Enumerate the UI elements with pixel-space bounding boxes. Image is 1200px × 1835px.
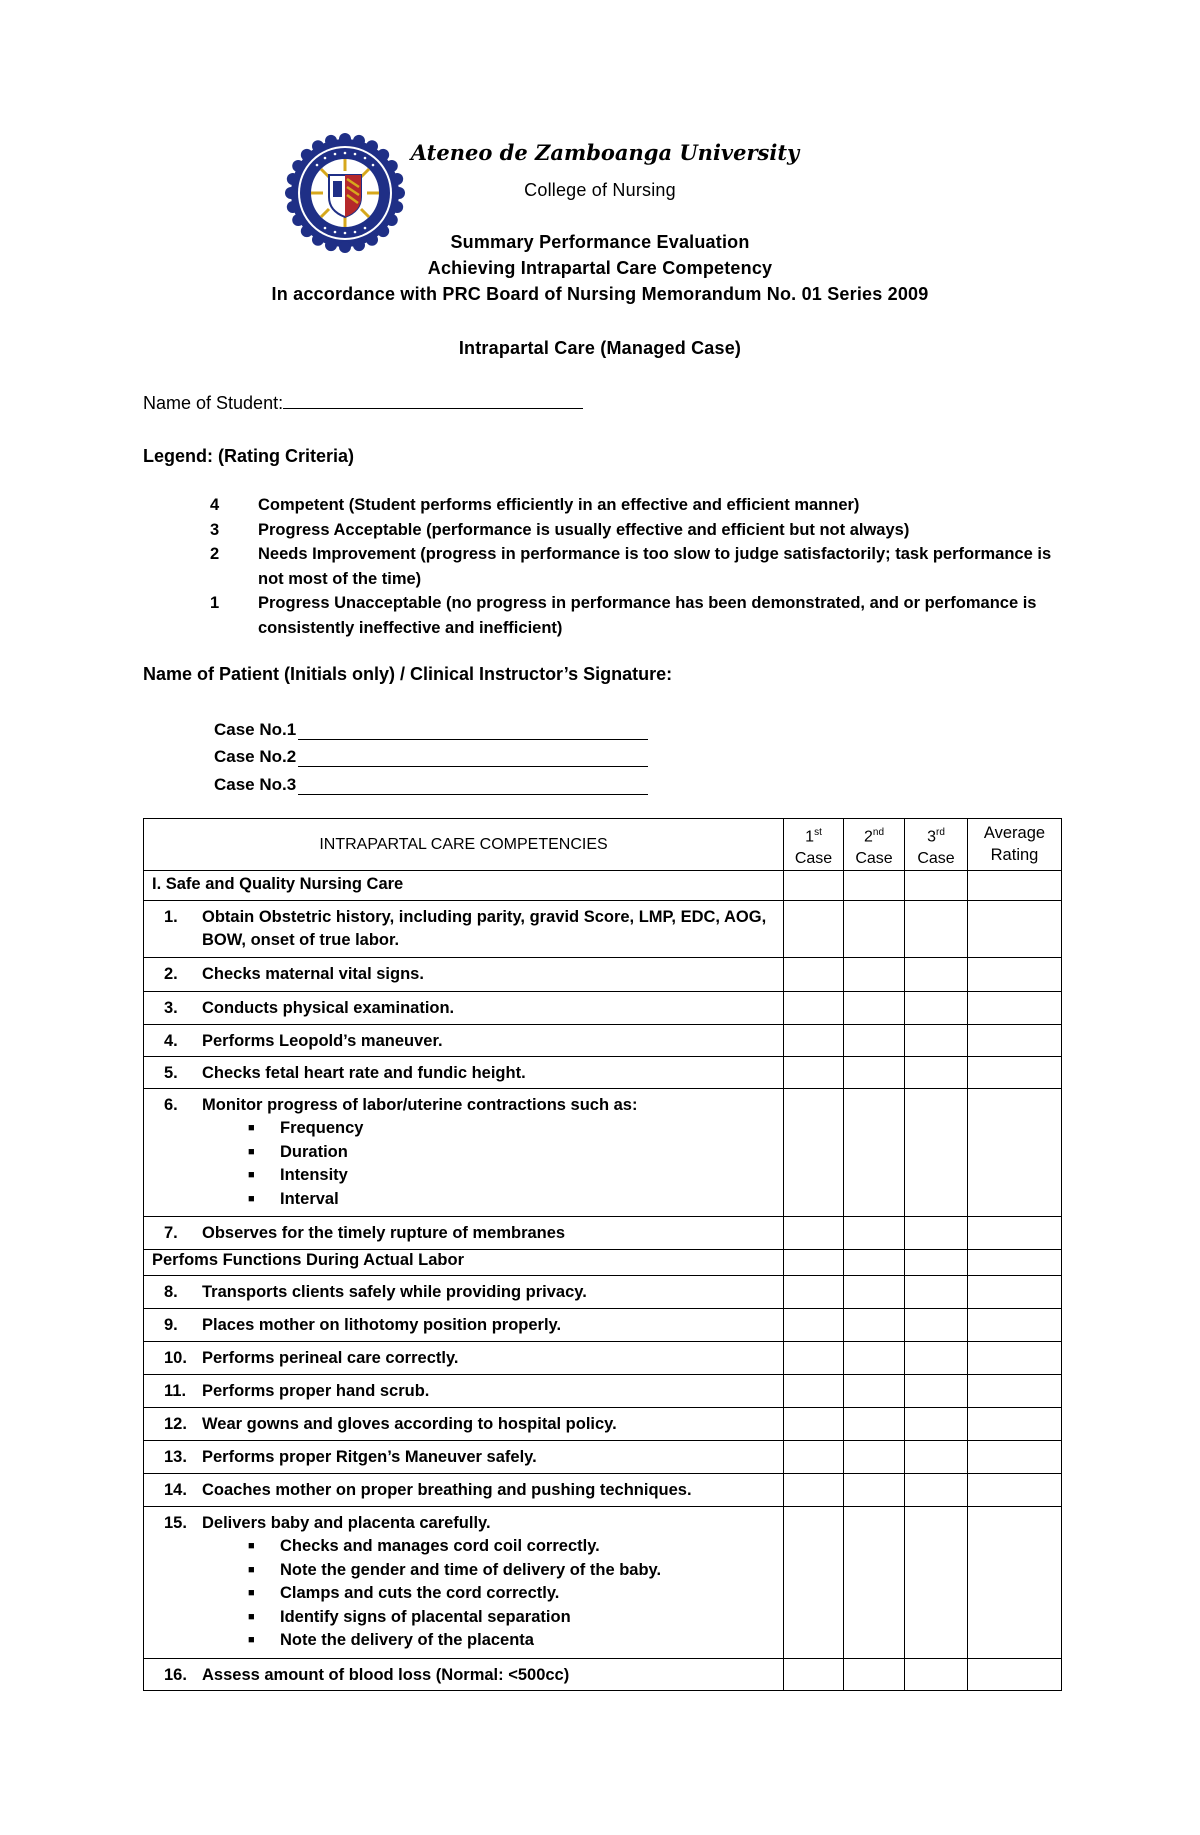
item-number: 16. — [164, 1666, 187, 1685]
list-item: ■ Duration — [248, 1141, 777, 1165]
rating-cell[interactable] — [968, 1309, 1062, 1342]
competency-text: Obtain Obstetric history, including parity, gravid Score, LMP, EDC, AOG, BOW, onset of true labor. — [202, 908, 767, 950]
table-row — [144, 1342, 1062, 1375]
form-subtitle: Intrapartal Care (Managed Case) — [458, 338, 742, 358]
student-name-blank[interactable] — [283, 392, 583, 409]
rating-cell[interactable] — [844, 1375, 905, 1408]
table-row — [144, 1276, 1062, 1309]
table-row — [144, 1089, 1062, 1217]
bullet-icon: ■ — [248, 1145, 255, 1158]
rating-cell[interactable] — [905, 1659, 968, 1691]
rating-cell[interactable] — [784, 958, 844, 992]
rating-cell[interactable] — [905, 1250, 968, 1276]
list-item: ■ Checks and manages cord coil correctly. — [248, 1535, 777, 1559]
rating-cell[interactable] — [844, 1309, 905, 1342]
competency-text: Transports clients safely while providing privacy. — [202, 1283, 587, 1302]
rating-cell[interactable] — [784, 1309, 844, 1342]
rating-cell[interactable] — [844, 1659, 905, 1691]
sub-item-list — [152, 1117, 777, 1211]
table-row — [144, 1375, 1062, 1408]
university-name: Ateneo de Zamboanga University — [410, 140, 800, 165]
competency-text: Monitor progress of labor/uterine contractions such as: — [202, 1096, 638, 1115]
table-row — [144, 1057, 1062, 1089]
rating-cell[interactable] — [844, 1217, 905, 1250]
legend-description: Progress Acceptable (performance is usually effective and efficient but not always) — [258, 520, 910, 539]
legend-rating: 4 — [210, 496, 220, 514]
rating-cell[interactable] — [784, 1375, 844, 1408]
table-row — [144, 1474, 1062, 1507]
rating-cell[interactable] — [905, 1025, 968, 1057]
item-number: 9. — [164, 1316, 178, 1335]
column-header-case-1: 1st Case — [784, 819, 844, 871]
rating-cell[interactable] — [784, 1441, 844, 1474]
competency-text: Checks maternal vital signs. — [202, 965, 424, 984]
column-header-case-2: 2nd Case — [844, 819, 905, 871]
rating-cell[interactable] — [784, 1276, 844, 1309]
rating-cell[interactable] — [844, 1250, 905, 1276]
legend-rating: 3 — [210, 520, 220, 539]
case-row — [214, 712, 648, 740]
case-signature-blank[interactable] — [298, 748, 648, 767]
table-row — [144, 958, 1062, 992]
legend-item — [210, 591, 1060, 640]
list-item: ■ Frequency — [248, 1117, 777, 1141]
bullet-icon: ■ — [248, 1610, 255, 1623]
case-signature-blank[interactable] — [298, 721, 648, 740]
table-header-row — [144, 819, 1062, 871]
rating-cell[interactable] — [968, 871, 1062, 901]
section-title: Perfoms Functions During Actual Labor — [144, 1250, 784, 1276]
table-row — [144, 901, 1062, 958]
item-number: 1. — [164, 908, 178, 927]
rating-cell[interactable] — [844, 1025, 905, 1057]
rating-cell[interactable] — [968, 1025, 1062, 1057]
legend-description: Needs Improvement (progress in performance is too slow to judge satisfactorily; task performance is not most of the time) — [258, 545, 1052, 588]
bullet-icon: ■ — [248, 1563, 255, 1576]
rating-cell[interactable] — [968, 1375, 1062, 1408]
competency-text: Coaches mother on proper breathing and pushing techniques. — [202, 1481, 692, 1500]
competency-text: Performs proper Ritgen’s Maneuver safely. — [202, 1448, 537, 1467]
rating-cell[interactable] — [905, 1089, 968, 1217]
case-label: Case No.1 — [214, 719, 297, 739]
item-number: 3. — [164, 999, 178, 1018]
rating-cell[interactable] — [968, 901, 1062, 958]
competency-text: Assess amount of blood loss (Normal: <500cc) — [202, 1666, 570, 1685]
student-name-field — [143, 392, 583, 414]
competency-text: Conducts physical examination. — [202, 999, 455, 1018]
rating-cell[interactable] — [844, 1089, 905, 1217]
rating-cell[interactable] — [905, 1441, 968, 1474]
rating-cell[interactable] — [905, 992, 968, 1025]
rating-cell[interactable] — [784, 1507, 844, 1659]
student-name-label: Name of Student: — [143, 393, 284, 413]
rating-cell[interactable] — [968, 1276, 1062, 1309]
item-number: 15. — [164, 1514, 187, 1533]
rating-cell[interactable] — [844, 871, 905, 901]
rating-cell[interactable] — [784, 1659, 844, 1691]
section-row — [144, 871, 1062, 901]
case-label: Case No.3 — [214, 774, 297, 794]
rating-cell[interactable] — [784, 1025, 844, 1057]
bullet-icon: ■ — [248, 1634, 255, 1647]
competency-text: Observes for the timely rupture of membranes — [202, 1224, 566, 1243]
rating-legend — [210, 493, 1060, 640]
rating-cell[interactable] — [905, 1309, 968, 1342]
rating-cell[interactable] — [844, 1507, 905, 1659]
rating-cell[interactable] — [968, 1441, 1062, 1474]
rating-cell[interactable] — [784, 992, 844, 1025]
list-item: ■ Note the delivery of the placenta — [248, 1629, 777, 1653]
form-title-line-1: Summary Performance Evaluation — [450, 232, 750, 252]
form-title-line-3: In accordance with PRC Board of Nursing Memorandum No. 01 Series 2009 — [271, 284, 929, 304]
table-row — [144, 1507, 1062, 1659]
rating-cell[interactable] — [905, 871, 968, 901]
rating-cell[interactable] — [905, 1057, 968, 1089]
competency-text: Performs Leopold’s maneuver. — [202, 1032, 443, 1051]
list-item: ■ Note the gender and time of delivery of the baby. — [248, 1559, 777, 1583]
rating-cell[interactable] — [784, 1089, 844, 1217]
legend-item — [210, 518, 1060, 543]
college-name: College of Nursing — [524, 180, 676, 200]
bullet-icon: ■ — [248, 1540, 255, 1553]
rating-cell[interactable] — [905, 1217, 968, 1250]
rating-cell[interactable] — [784, 1217, 844, 1250]
rating-cell[interactable] — [784, 901, 844, 958]
rating-cell[interactable] — [905, 1474, 968, 1507]
rating-cell[interactable] — [968, 1057, 1062, 1089]
legend-description: Progress Unacceptable (no progress in performance has been demonstrated, and or perfomance is consistently ineffective and inefficient) — [258, 594, 1037, 637]
competency-text: Wear gowns and gloves according to hospital policy. — [202, 1415, 617, 1434]
rating-cell[interactable] — [968, 1408, 1062, 1441]
case-label: Case No.2 — [214, 747, 297, 766]
rating-cell[interactable] — [968, 992, 1062, 1025]
item-number: 11. — [164, 1382, 187, 1401]
rating-cell[interactable] — [844, 958, 905, 992]
item-number: 10. — [164, 1349, 187, 1368]
table-row — [144, 1309, 1062, 1342]
rating-cell[interactable] — [905, 1276, 968, 1309]
column-header-average-rating: Average Rating — [968, 819, 1062, 871]
legend-rating: 1 — [210, 594, 220, 612]
section-title: I. Safe and Quality Nursing Care — [144, 871, 784, 901]
table-row — [144, 992, 1062, 1025]
competency-text: Performs proper hand scrub. — [202, 1382, 430, 1401]
competency-text: Delivers baby and placenta carefully. — [202, 1514, 491, 1533]
competencies-table — [143, 818, 1062, 1691]
legend-rating: 2 — [210, 545, 220, 563]
rating-cell[interactable] — [968, 1342, 1062, 1375]
list-item: ■ Intensity — [248, 1164, 777, 1188]
competency-text: Checks fetal heart rate and fundic height. — [202, 1064, 526, 1083]
item-number: 5. — [164, 1064, 178, 1083]
rating-cell[interactable] — [968, 1250, 1062, 1276]
rating-cell[interactable] — [844, 1474, 905, 1507]
rating-cell[interactable] — [905, 1375, 968, 1408]
list-item: ■ Interval — [248, 1188, 777, 1212]
rating-cell[interactable] — [905, 1507, 968, 1659]
table-row — [144, 1659, 1062, 1691]
item-number: 14. — [164, 1481, 187, 1500]
sub-item-list — [152, 1535, 777, 1653]
form-title-line-2: Achieving Intrapartal Care Competency — [427, 258, 773, 278]
legend-description: Competent (Student performs efficiently in an effective and efficient manner) — [258, 496, 860, 514]
bullet-icon: ■ — [248, 1587, 255, 1600]
list-item: ■ Clamps and cuts the cord correctly. — [248, 1582, 777, 1606]
rating-cell[interactable] — [784, 1342, 844, 1375]
rating-cell[interactable] — [844, 992, 905, 1025]
bullet-icon: ■ — [248, 1192, 255, 1205]
column-header-case-3: 3rd Case — [905, 819, 968, 871]
legend-item — [210, 542, 1060, 591]
legend-item — [210, 493, 1060, 518]
item-number: 13. — [164, 1448, 187, 1467]
item-number: 6. — [164, 1096, 178, 1115]
case-signature-list — [214, 712, 648, 795]
legend-title: Legend: (Rating Criteria) — [143, 446, 355, 466]
table-row — [144, 1217, 1062, 1250]
bullet-icon: ■ — [248, 1169, 255, 1182]
case-row — [214, 767, 648, 795]
rating-cell[interactable] — [968, 1217, 1062, 1250]
rating-cell[interactable] — [968, 1089, 1062, 1217]
rating-cell[interactable] — [844, 901, 905, 958]
rating-cell[interactable] — [784, 1057, 844, 1089]
case-signature-blank[interactable] — [298, 776, 648, 795]
case-row — [214, 740, 648, 768]
rating-cell[interactable] — [905, 901, 968, 958]
item-number: 7. — [164, 1224, 178, 1243]
rating-cell[interactable] — [844, 1408, 905, 1441]
rating-cell[interactable] — [905, 1408, 968, 1441]
column-header-competencies: INTRAPARTAL CARE COMPETENCIES — [144, 819, 784, 871]
competency-text: Performs perineal care correctly. — [202, 1349, 459, 1368]
rating-cell[interactable] — [784, 1408, 844, 1441]
bullet-icon: ■ — [248, 1122, 255, 1135]
competency-text: Places mother on lithotomy position properly. — [202, 1316, 562, 1335]
item-number: 12. — [164, 1415, 187, 1434]
table-row — [144, 1025, 1062, 1057]
rating-cell[interactable] — [905, 1342, 968, 1375]
list-item: ■ Identify signs of placental separation — [248, 1606, 777, 1630]
rating-cell[interactable] — [784, 871, 844, 901]
table-row — [144, 1441, 1062, 1474]
item-number: 4. — [164, 1032, 178, 1051]
rating-cell[interactable] — [844, 1276, 905, 1309]
table-row — [144, 1408, 1062, 1441]
section-row — [144, 1250, 1062, 1276]
rating-cell[interactable] — [844, 1057, 905, 1089]
rating-cell[interactable] — [844, 1441, 905, 1474]
rating-cell[interactable] — [784, 1474, 844, 1507]
rating-cell[interactable] — [968, 1474, 1062, 1507]
rating-cell[interactable] — [844, 1342, 905, 1375]
patient-section-title: Name of Patient (Initials only) / Clinical Instructor’s Signature: — [143, 664, 673, 684]
rating-cell[interactable] — [968, 958, 1062, 992]
rating-cell[interactable] — [968, 1507, 1062, 1659]
rating-cell[interactable] — [784, 1250, 844, 1276]
item-number: 8. — [164, 1283, 178, 1302]
item-number: 2. — [164, 965, 178, 984]
rating-cell[interactable] — [968, 1659, 1062, 1691]
rating-cell[interactable] — [905, 958, 968, 992]
